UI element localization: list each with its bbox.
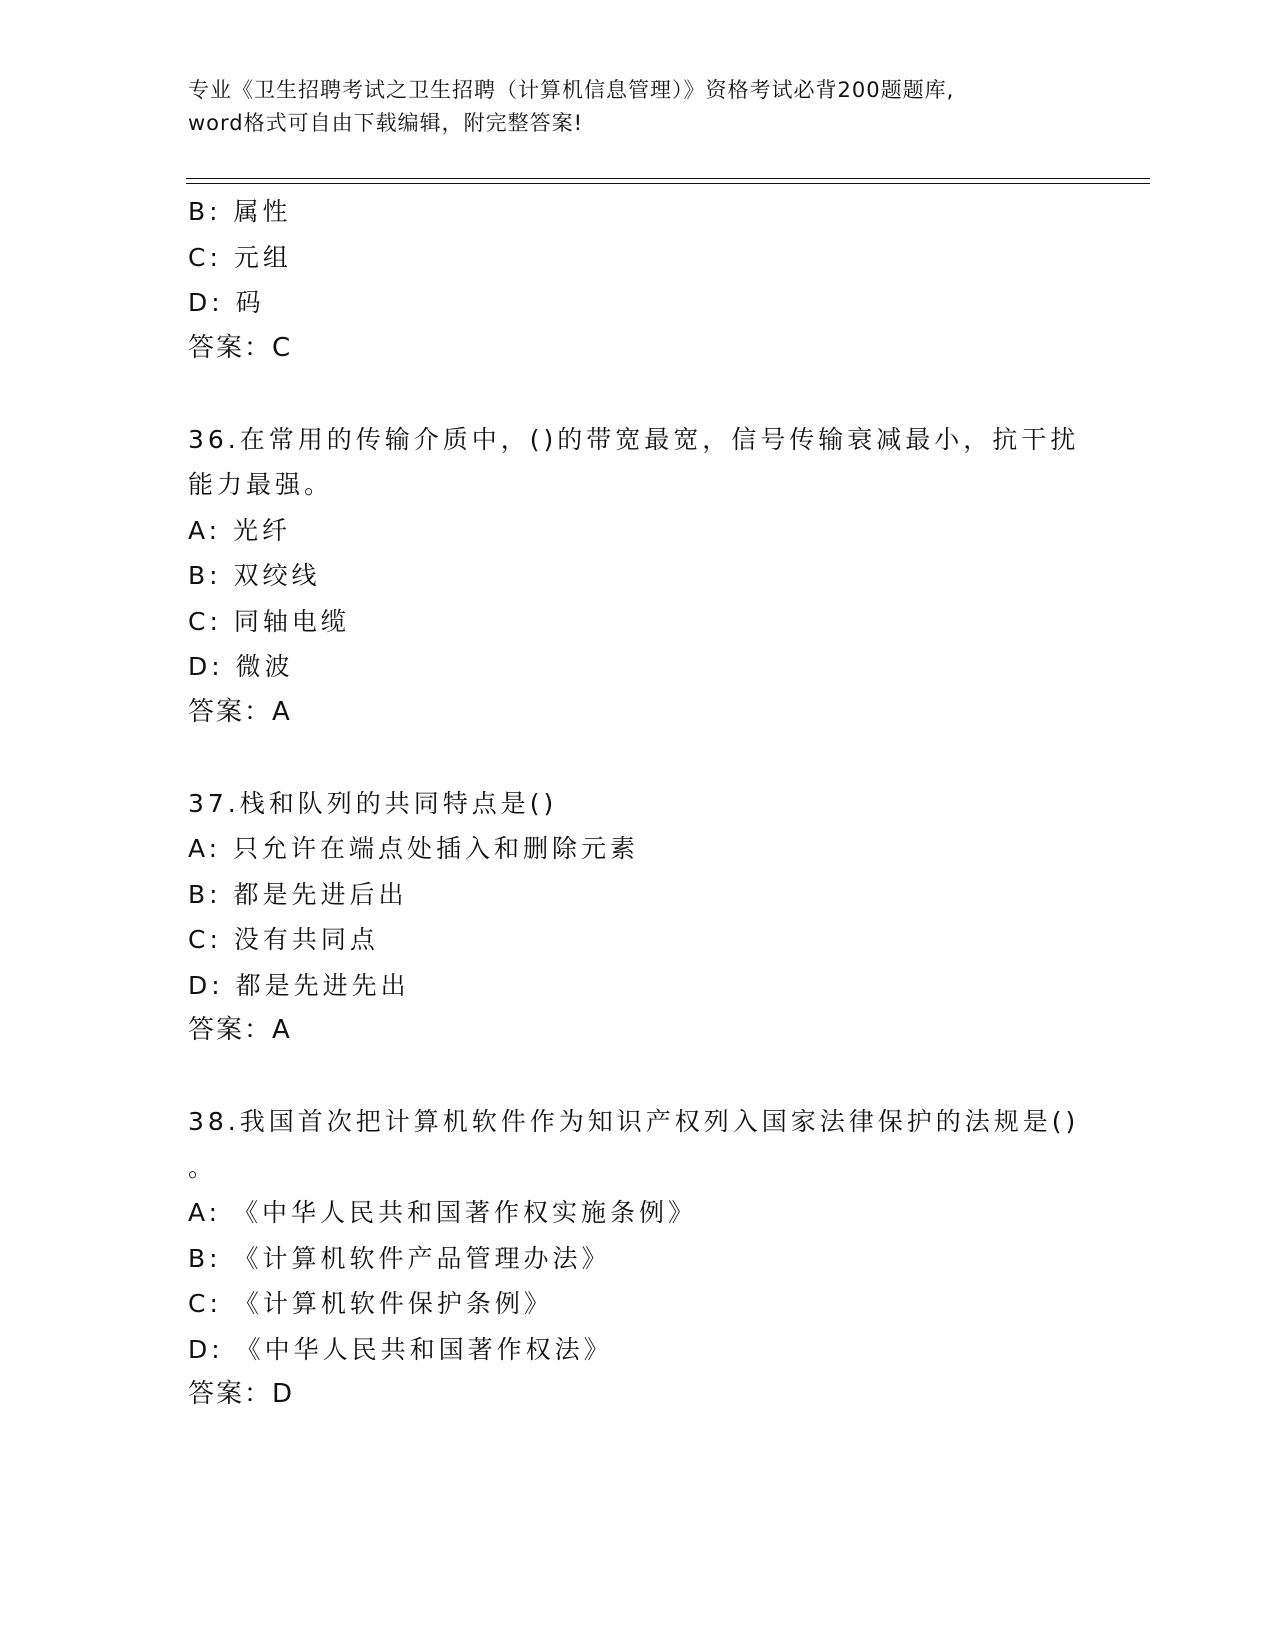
option-a: A: 只允许在端点处插入和删除元素 (188, 834, 640, 863)
option-b: B: 都是先进后出 (188, 879, 408, 909)
header-line-1: 专业《卫生招聘考试之卫生招聘（计算机信息管理）》资格考试必背200题题库, (188, 78, 955, 102)
question-37 (188, 781, 1088, 1054)
header-line-2: word格式可自由下载编辑，附完整答案! (188, 111, 584, 135)
option-c: C: 同轴电缆 (188, 606, 350, 636)
answer: 答案：C (188, 332, 293, 363)
question-stem: 37.栈和队列的共同特点是() (188, 788, 558, 818)
question-38 (188, 1099, 1088, 1418)
question-35-tail (188, 189, 1088, 371)
option-d: D: 都是先进先出 (188, 970, 410, 1000)
header-rule-top (186, 178, 1150, 179)
option-a: A: 光纤 (188, 515, 292, 545)
option-d: D: 码 (188, 288, 265, 317)
question-stem: 36.在常用的传输介质中，()的带宽最宽，信号传输衰减最小，抗干扰 (188, 424, 1080, 454)
option-b: B: 属性 (188, 197, 292, 226)
option-a: A: 《中华人民共和国著作权实施条例》 (188, 1198, 698, 1227)
question-stem-continued: 能力最强。 (188, 470, 334, 499)
document-header (188, 74, 1078, 140)
option-b: B: 《计算机软件产品管理办法》 (188, 1243, 611, 1273)
option-d: D: 微波 (188, 652, 294, 681)
question-list (188, 189, 1088, 1418)
answer: 答案：A (188, 1015, 292, 1045)
option-c: C: 没有共同点 (188, 925, 379, 954)
question-stem: 38.我国首次把计算机软件作为知识产权列入国家法律保护的法规是() (188, 1107, 1080, 1136)
option-b: B: 双绞线 (188, 561, 321, 590)
answer: 答案：D (188, 1379, 295, 1409)
option-c: C: 元组 (188, 242, 292, 272)
option-c: C: 《计算机软件保护条例》 (188, 1289, 553, 1318)
answer: 答案：A (188, 696, 292, 727)
header-rule-bottom (186, 183, 1150, 184)
question-36 (188, 417, 1088, 736)
question-stem-continued: 。 (188, 1152, 218, 1182)
option-d: D: 《中华人民共和国著作权法》 (188, 1334, 613, 1364)
